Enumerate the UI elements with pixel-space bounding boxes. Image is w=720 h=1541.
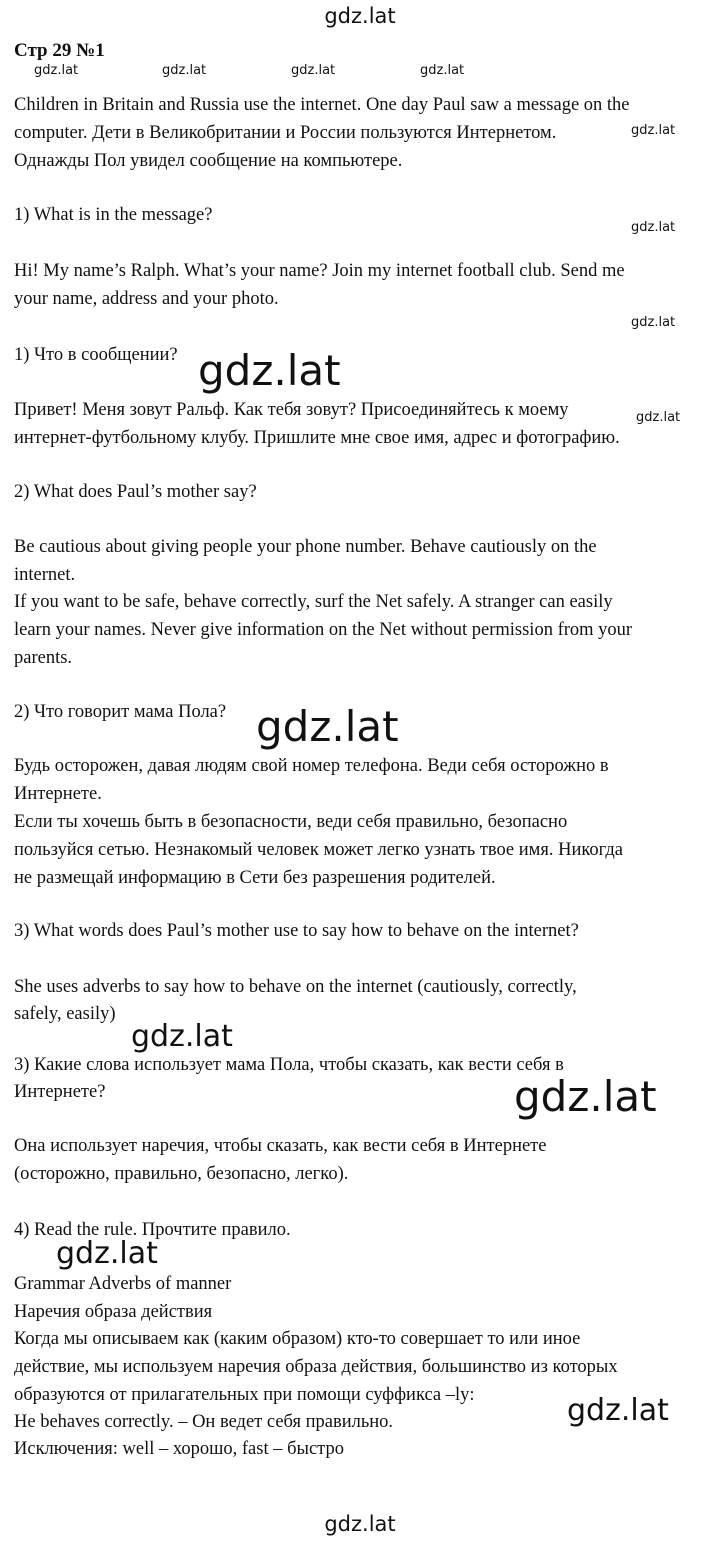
text-line: 2) What does Paul’s mother say? bbox=[14, 482, 257, 502]
text-line: Однажды Пол увидел сообщение на компьютере. bbox=[14, 151, 403, 171]
text-line: Интернете. bbox=[14, 784, 102, 804]
text-line: (осторожно, правильно, безопасно, легко). bbox=[14, 1164, 349, 1184]
text-line: 4) Read the rule. Прочтите правило. bbox=[14, 1220, 291, 1240]
watermark-large: gdz.lat bbox=[256, 702, 399, 751]
watermark-small: gdz.lat bbox=[631, 123, 676, 138]
text-line: If you want to be safe, behave correctly, surf the Net safely. A stranger can easily bbox=[14, 592, 613, 612]
watermark-small: gdz.lat bbox=[636, 410, 681, 425]
text-line: Она использует наречия, чтобы сказать, как вести себя в Интернете bbox=[14, 1136, 547, 1156]
watermark-medium: gdz.lat bbox=[56, 1236, 158, 1271]
text-line: образуются от прилагательных при помощи суффикса –ly: bbox=[14, 1385, 475, 1405]
text-line: parents. bbox=[14, 648, 73, 668]
watermark-small: gdz.lat bbox=[34, 63, 79, 78]
watermark-bottom: gdz.lat bbox=[324, 1512, 396, 1536]
text-line: Когда мы описываем как (каким образом) кто-то совершает то или иное bbox=[14, 1329, 581, 1349]
text-line: She uses adverbs to say how to behave on the internet (cautiously, correctly, bbox=[14, 977, 577, 997]
text-line: your name, address and your photo. bbox=[14, 289, 279, 309]
watermark-small: gdz.lat bbox=[291, 63, 336, 78]
text-line: 3) Какие слова использует мама Пола, чтобы сказать, как вести себя в bbox=[14, 1055, 564, 1075]
watermark-small: gdz.lat bbox=[420, 63, 465, 78]
text-line: не размещай информацию в Сети без разрешения родителей. bbox=[14, 868, 496, 888]
text-line: 2) Что говорит мама Пола? bbox=[14, 702, 227, 722]
watermark-large: gdz.lat bbox=[514, 1072, 657, 1121]
text-line: learn your names. Never give information on the Net without permission from your bbox=[14, 620, 633, 640]
text-line: Если ты хочешь быть в безопасности, веди себя правильно, безопасно bbox=[14, 812, 568, 832]
text-line: интернет-футбольному клубу. Пришлите мне свое имя, адрес и фотографию. bbox=[14, 428, 620, 448]
text-line: 3) What words does Paul’s mother use to say how to behave on the internet? bbox=[14, 921, 579, 941]
text-line: Hi! My name’s Ralph. What’s your name? Join my internet football club. Send me bbox=[14, 261, 625, 281]
watermark-top: gdz.lat bbox=[324, 4, 396, 28]
text-line: computer. Дети в Великобритании и России пользуются Интернетом. bbox=[14, 123, 557, 143]
text-line: Children in Britain and Russia use the internet. One day Paul saw a message on the bbox=[14, 95, 630, 115]
text-line: internet. bbox=[14, 565, 76, 585]
text-line: Grammar Adverbs of manner bbox=[14, 1274, 232, 1294]
text-line: Интернете? bbox=[14, 1082, 106, 1102]
text-line: Привет! Меня зовут Ральф. Как тебя зовут? Присоединяйтесь к моему bbox=[14, 400, 569, 420]
text-line: He behaves correctly. – Он ведет себя правильно. bbox=[14, 1412, 394, 1432]
watermark-large: gdz.lat bbox=[198, 346, 341, 395]
watermark-medium: gdz.lat bbox=[131, 1019, 233, 1054]
text-line: действие, мы используем наречия образа действия, большинство из которых bbox=[14, 1357, 618, 1377]
text-line: пользуйся сетью. Незнакомый человек может легко узнать твое имя. Никогда bbox=[14, 840, 623, 860]
watermark-medium: gdz.lat bbox=[567, 1393, 669, 1428]
watermark-small: gdz.lat bbox=[631, 315, 676, 330]
text-line: safely, easily) bbox=[14, 1004, 116, 1024]
text-line: Be cautious about giving people your phone number. Behave cautiously on the bbox=[14, 537, 597, 557]
text-line: 1) Что в сообщении? bbox=[14, 345, 178, 365]
watermark-small: gdz.lat bbox=[631, 220, 676, 235]
text-line: Исключения: well – хорошо, fast – быстро bbox=[14, 1439, 344, 1459]
text-line: 1) What is in the message? bbox=[14, 205, 213, 225]
text-line: Будь осторожен, давая людям свой номер телефона. Веди себя осторожно в bbox=[14, 756, 609, 776]
watermark-small: gdz.lat bbox=[162, 63, 207, 78]
page-heading: Стр 29 №1 bbox=[14, 40, 105, 61]
text-line: Наречия образа действия bbox=[14, 1302, 213, 1322]
